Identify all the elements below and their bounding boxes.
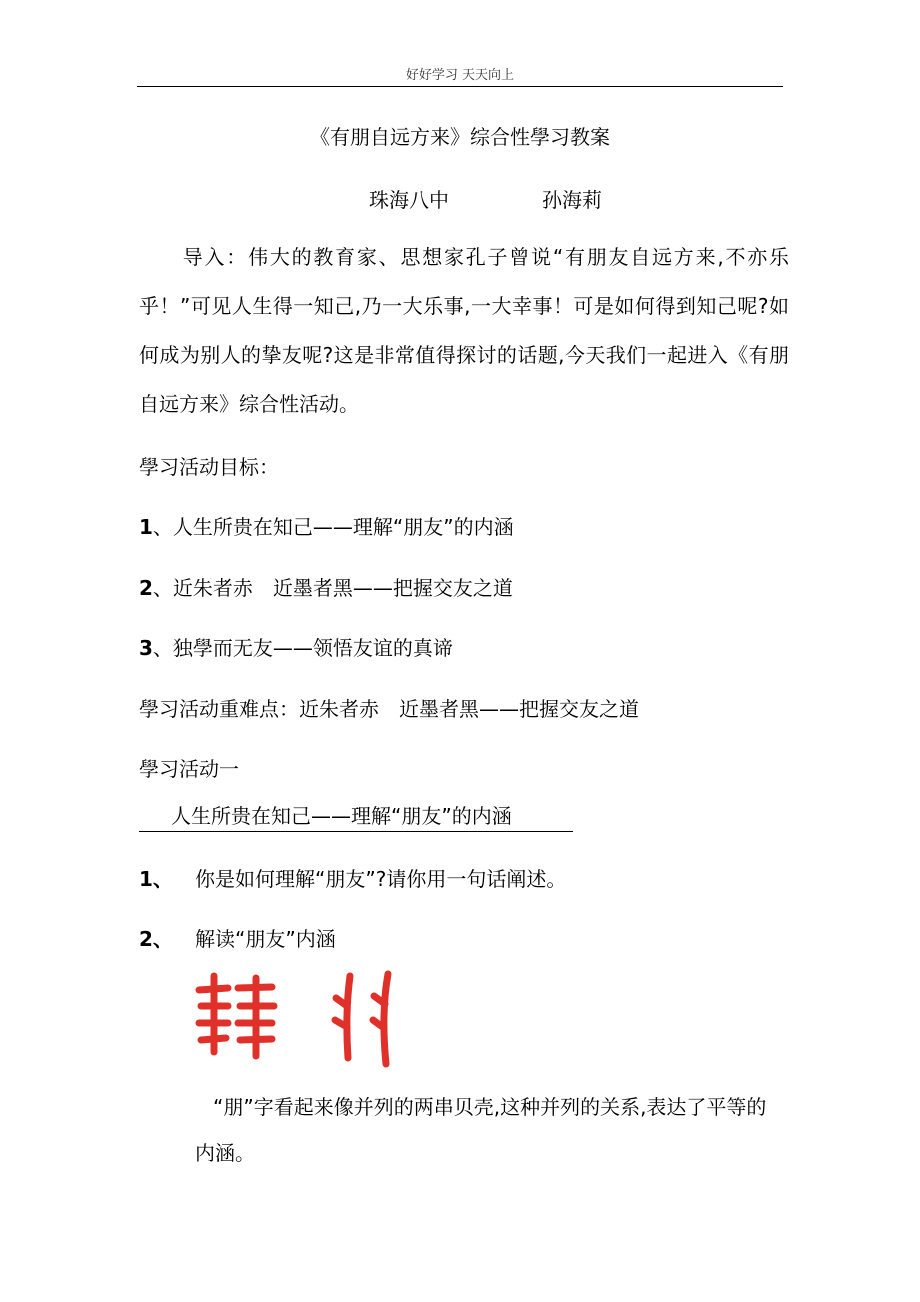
author-school: 珠海八中 (369, 188, 449, 212)
goal-text: 、近朱者赤 近墨者黑——把握交友之道 (152, 576, 513, 600)
intro-paragraph (139, 233, 789, 429)
activity-heading: 學习活动一 (139, 757, 239, 781)
item-number: 2、 (139, 927, 173, 951)
item-text: 你是如何理解“朋友”?请你用一句话阐述。 (195, 867, 567, 891)
item-number: 1、 (139, 867, 173, 891)
goal-number: 2 (139, 576, 153, 600)
peng-glyph-right (335, 974, 388, 1064)
goal-item (139, 511, 514, 540)
goal-text: 、独學而无友——领悟友谊的真谛 (152, 636, 453, 660)
caption-text: “朋”字看起来像并列的两串贝壳,这种并列的关系,表达了平等的内涵。 (195, 1095, 767, 1165)
goal-number: 3 (139, 636, 153, 660)
goal-item (139, 572, 513, 601)
activity-subtitle-text: 人生所贵在知己——理解“朋友”的内涵 (171, 804, 512, 828)
page-header: 好好学习 天天向上 (405, 68, 515, 83)
goal-text: 、人生所贵在知己——理解“朋友”的内涵 (152, 515, 514, 539)
goal-item (139, 632, 453, 661)
author-name: 孙海莉 (542, 188, 602, 212)
caption-paragraph (195, 1084, 785, 1176)
header-divider (137, 86, 783, 87)
item-text: 解读“朋友”内涵 (195, 927, 336, 951)
key-point: 學习活动重难点：近朱者赤 近墨者黑——把握交友之道 (139, 697, 639, 721)
goals-heading: 學习活动目标： (139, 455, 279, 479)
document-title: 《有朋自远方来》综合性學习教案 (310, 125, 610, 149)
intro-text: 导入：伟大的教育家、思想家孔子曾说“有朋友自远方来,不亦乐乎！”可见人生得一知己,乃一大乐事,一大幸事！可是如何得到知己呢?如何成为别人的挚友呢?这是非常值得探讨的话题,今天我们一起进入《有朋自远方来》综合性活动。 (139, 245, 789, 416)
ancient-peng-glyphs-image (192, 968, 402, 1068)
peng-glyph-left (199, 976, 274, 1056)
activity-subtitle (139, 800, 573, 832)
goal-number: 1 (139, 515, 153, 539)
